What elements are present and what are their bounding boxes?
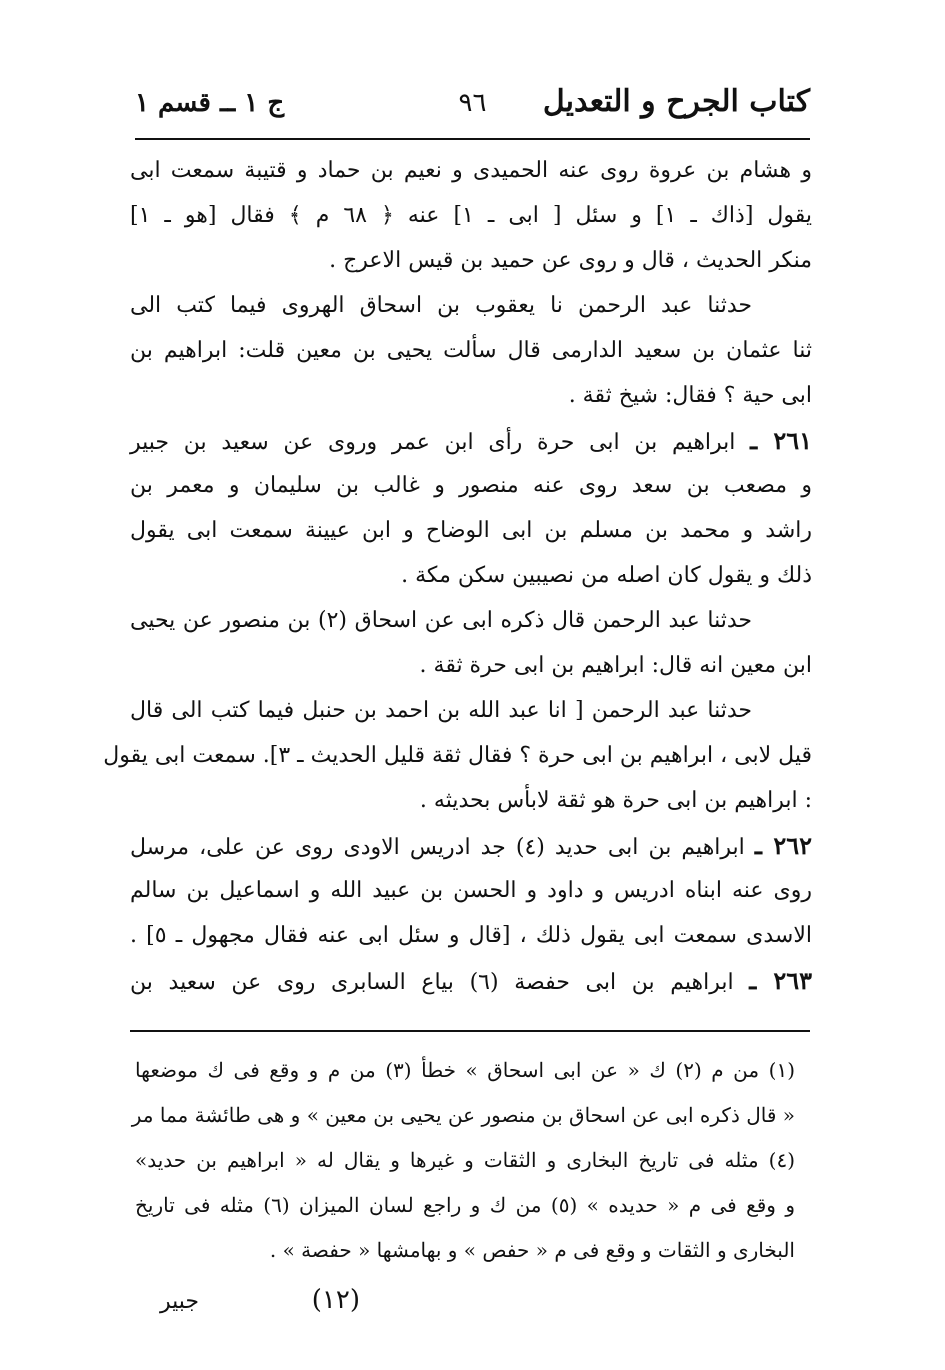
text-line: و مصعب بن سعد روى عنه منصور و غالب بن سليمان و معمر بن (130, 473, 812, 498)
text-line: حدثنا عبد الرحمن نا يعقوب بن اسحاق الهروى فيما كتب الى (130, 293, 752, 318)
text-line: ابن معين انه قال: ابراهيم بن ابى حرة ثقة . (419, 653, 812, 678)
footnotes (131, 1048, 795, 1273)
entry-number-261: ٢٦١ ـ (750, 426, 812, 455)
footnote-line: « قال ذكره ابى عن اسحاق بن منصور عن يحيى بن معين » و هى طائشة مما مر (131, 1103, 795, 1127)
entry-number-262: ٢٦٢ ـ (754, 831, 812, 860)
entry-263-line (130, 958, 812, 1003)
text-line: ذلك و يقول كان اصله من نصيبين سكن مكة . (401, 563, 812, 588)
text-line: قيل لابى ، ابراهيم بن ابى حرة ؟ فقال ثقة قليل الحديث ـ ٣]. سمعت ابى يقول (103, 743, 812, 768)
text-line: ثنا عثمان بن سعيد الدارمى قال سألت يحيى بن معين قلت: ابراهيم بن (130, 338, 812, 363)
text-line: حدثنا عبد الرحمن [ انا عبد الله بن احمد بن حنبل فيما كتب الى قال (130, 698, 752, 723)
entry-text: ابراهيم بن ابى حفصة (٦) بياع السابرى روى عن سعيد بن (130, 970, 734, 995)
page-number: ٩٦ (458, 88, 487, 118)
footnote-line: (٤) مثله فى تاريخ البخارى و الثقات و غيرها و يقال له « ابراهيم بن حديد» (135, 1148, 795, 1172)
text-line: يقول [ذاك ـ ١] و سئل [ ابى ـ ١] عنه ﴿ ٦٨ م ﴾ فقال [هو ـ ١] (130, 203, 813, 228)
text-line: ابى حية ؟ فقال: شيخ ثقة . (568, 383, 812, 408)
footnote-line: و وقع فى م « حديده » (٥) من ك و راجع لسان الميزان (٦) مثله فى تاريخ (135, 1193, 795, 1217)
entry-number-263: ٢٦٣ ـ (749, 966, 812, 995)
main-text (103, 148, 813, 1003)
entry-261-line (130, 418, 812, 463)
text-line: : ابراهيم بن ابى حرة هو ثقة لابأس بحديثه . (419, 788, 812, 813)
footnote-line: (١) من م (٢) ك « عن ابى اسحاق » خطأ (٣) من م و وقع فى ك موضعها (135, 1058, 795, 1082)
entry-text: ابراهيم بن ابى حرة رأى ابن عمر وروى عن سعيد بن جبير (130, 430, 736, 455)
text-line: منكر الحديث ، قال و روى عن حميد بن قيس الاعرج . (329, 248, 812, 273)
volume-part: ج ١ ــ قسم ١ (135, 88, 285, 118)
text-line: راشد و محمد بن مسلم بن ابى الوضاح و ابن عيينة سمعت ابى يقول (130, 518, 812, 543)
text-line: روى عنه ابناه ادريس و داود و الحسن بن عبيد الله و اسماعيل بن سالم (130, 878, 812, 903)
signature-mark: (١٢) (311, 1285, 360, 1315)
footnote-line: البخارى و الثقات و وقع فى م « حفص » و بهامشها « حفصة » . (269, 1238, 795, 1262)
text-line: حدثنا عبد الرحمن قال ذكره ابى عن اسحاق (٢) بن منصور عن يحيى (130, 608, 752, 633)
entry-text: ابراهيم بن ابى حديد (٤) جد ادريس الاودى روى عن على، مرسل (130, 835, 745, 860)
text-line: الاسدى سمعت ابى يقول ذلك ، [قال و سئل ابى عنه فقال مجهول ـ ٥] . (130, 923, 812, 948)
page-footer (160, 1285, 360, 1329)
catchword: جبير (160, 1289, 200, 1314)
text-line: و هشام بن عروة روى عنه الحميدى و نعيم بن حماد و قتيبة سمعت ابى (130, 158, 812, 183)
book-title: كتاب الجرح و التعديل (542, 84, 810, 119)
entry-262-line (130, 823, 812, 868)
footnote-divider (130, 1030, 810, 1032)
running-header (135, 82, 810, 140)
